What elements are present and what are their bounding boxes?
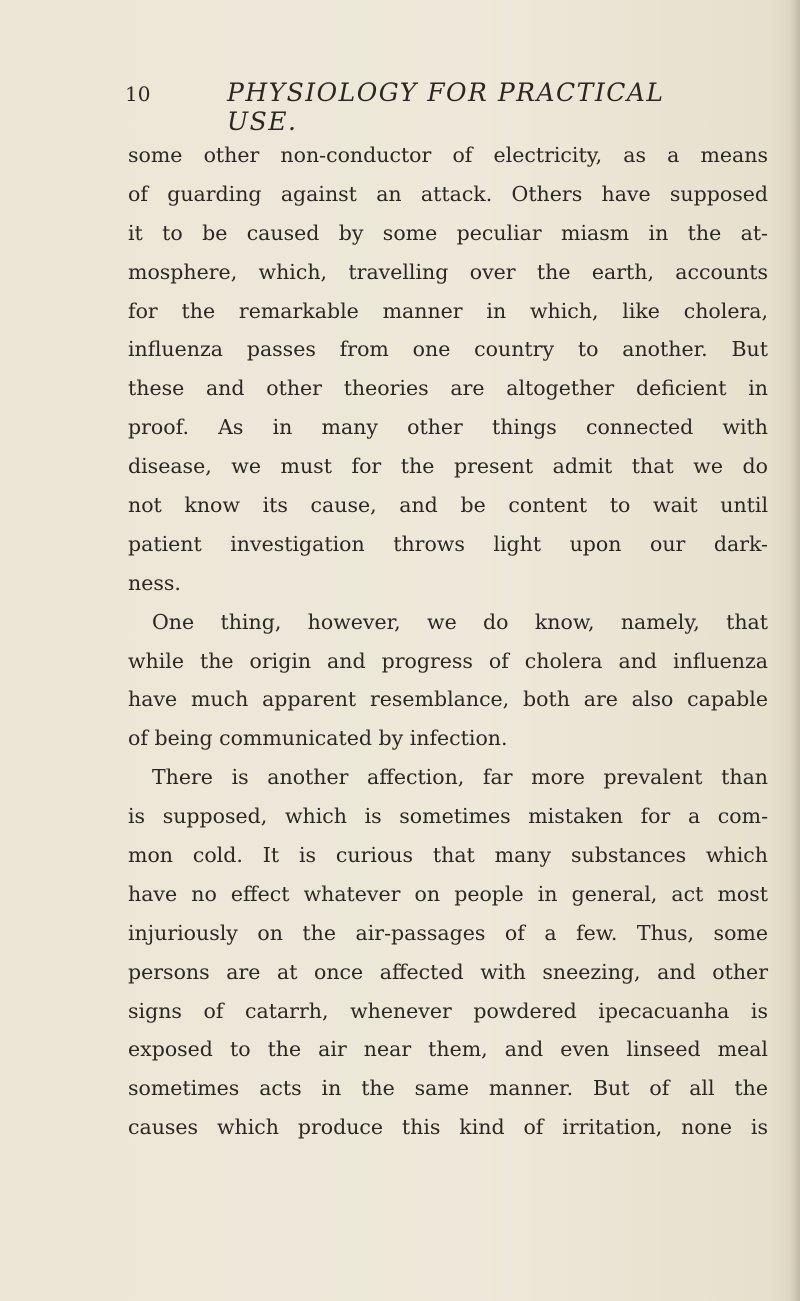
text-line: mosphere, which, travelling over the earth, accounts	[128, 259, 768, 284]
text-line: these and other theories are altogether deficient in	[128, 376, 768, 401]
body-text	[128, 136, 768, 1147]
text-line: ness.	[128, 570, 181, 595]
text-line: have much apparent resemblance, both are also capable	[128, 687, 768, 712]
text-line: sometimes acts in the same manner. But of all the	[128, 1076, 768, 1101]
text-line: causes which produce this kind of irritation, none is	[128, 1115, 768, 1140]
text-line: There is another affection, far more prevalent than	[152, 765, 768, 790]
text-line: One thing, however, we do know, namely, that	[152, 609, 768, 634]
text-line: not know its cause, and be content to wait until	[128, 493, 768, 518]
page-edge-shadow	[790, 0, 800, 1301]
text-line: have no effect whatever on people in general, act most	[128, 881, 768, 906]
text-line: exposed to the air near them, and even linseed meal	[128, 1037, 768, 1062]
text-line: is supposed, which is sometimes mistaken for a com-	[128, 804, 768, 829]
text-line: injuriously on the air-passages of a few. Thus, some	[128, 920, 768, 945]
text-line: of being communicated by infection.	[128, 726, 508, 751]
text-line: signs of catarrh, whenever powdered ipecacuanha is	[128, 998, 768, 1023]
text-line: some other non-conductor of electricity, as a means	[128, 143, 768, 167]
text-line: influenza passes from one country to another. But	[128, 337, 768, 362]
text-line: patient investigation throws light upon our dark-	[128, 531, 768, 556]
text-line: persons are at once affected with sneezing, and other	[128, 959, 768, 984]
text-line: disease, we must for the present admit that we do	[128, 454, 768, 479]
text-line: while the origin and progress of cholera and influenza	[128, 648, 768, 673]
page-header	[125, 78, 685, 136]
page-number: 10	[125, 82, 151, 106]
running-title: PHYSIOLOGY FOR PRACTICAL USE.	[227, 78, 665, 136]
text-line: for the remarkable manner in which, like cholera,	[128, 298, 768, 323]
text-line: of guarding against an attack. Others have supposed	[128, 181, 768, 206]
text-line: mon cold. It is curious that many substances which	[128, 843, 768, 868]
text-line: it to be caused by some peculiar miasm in the at-	[128, 220, 768, 245]
text-line: proof. As in many other things connected with	[128, 415, 768, 440]
